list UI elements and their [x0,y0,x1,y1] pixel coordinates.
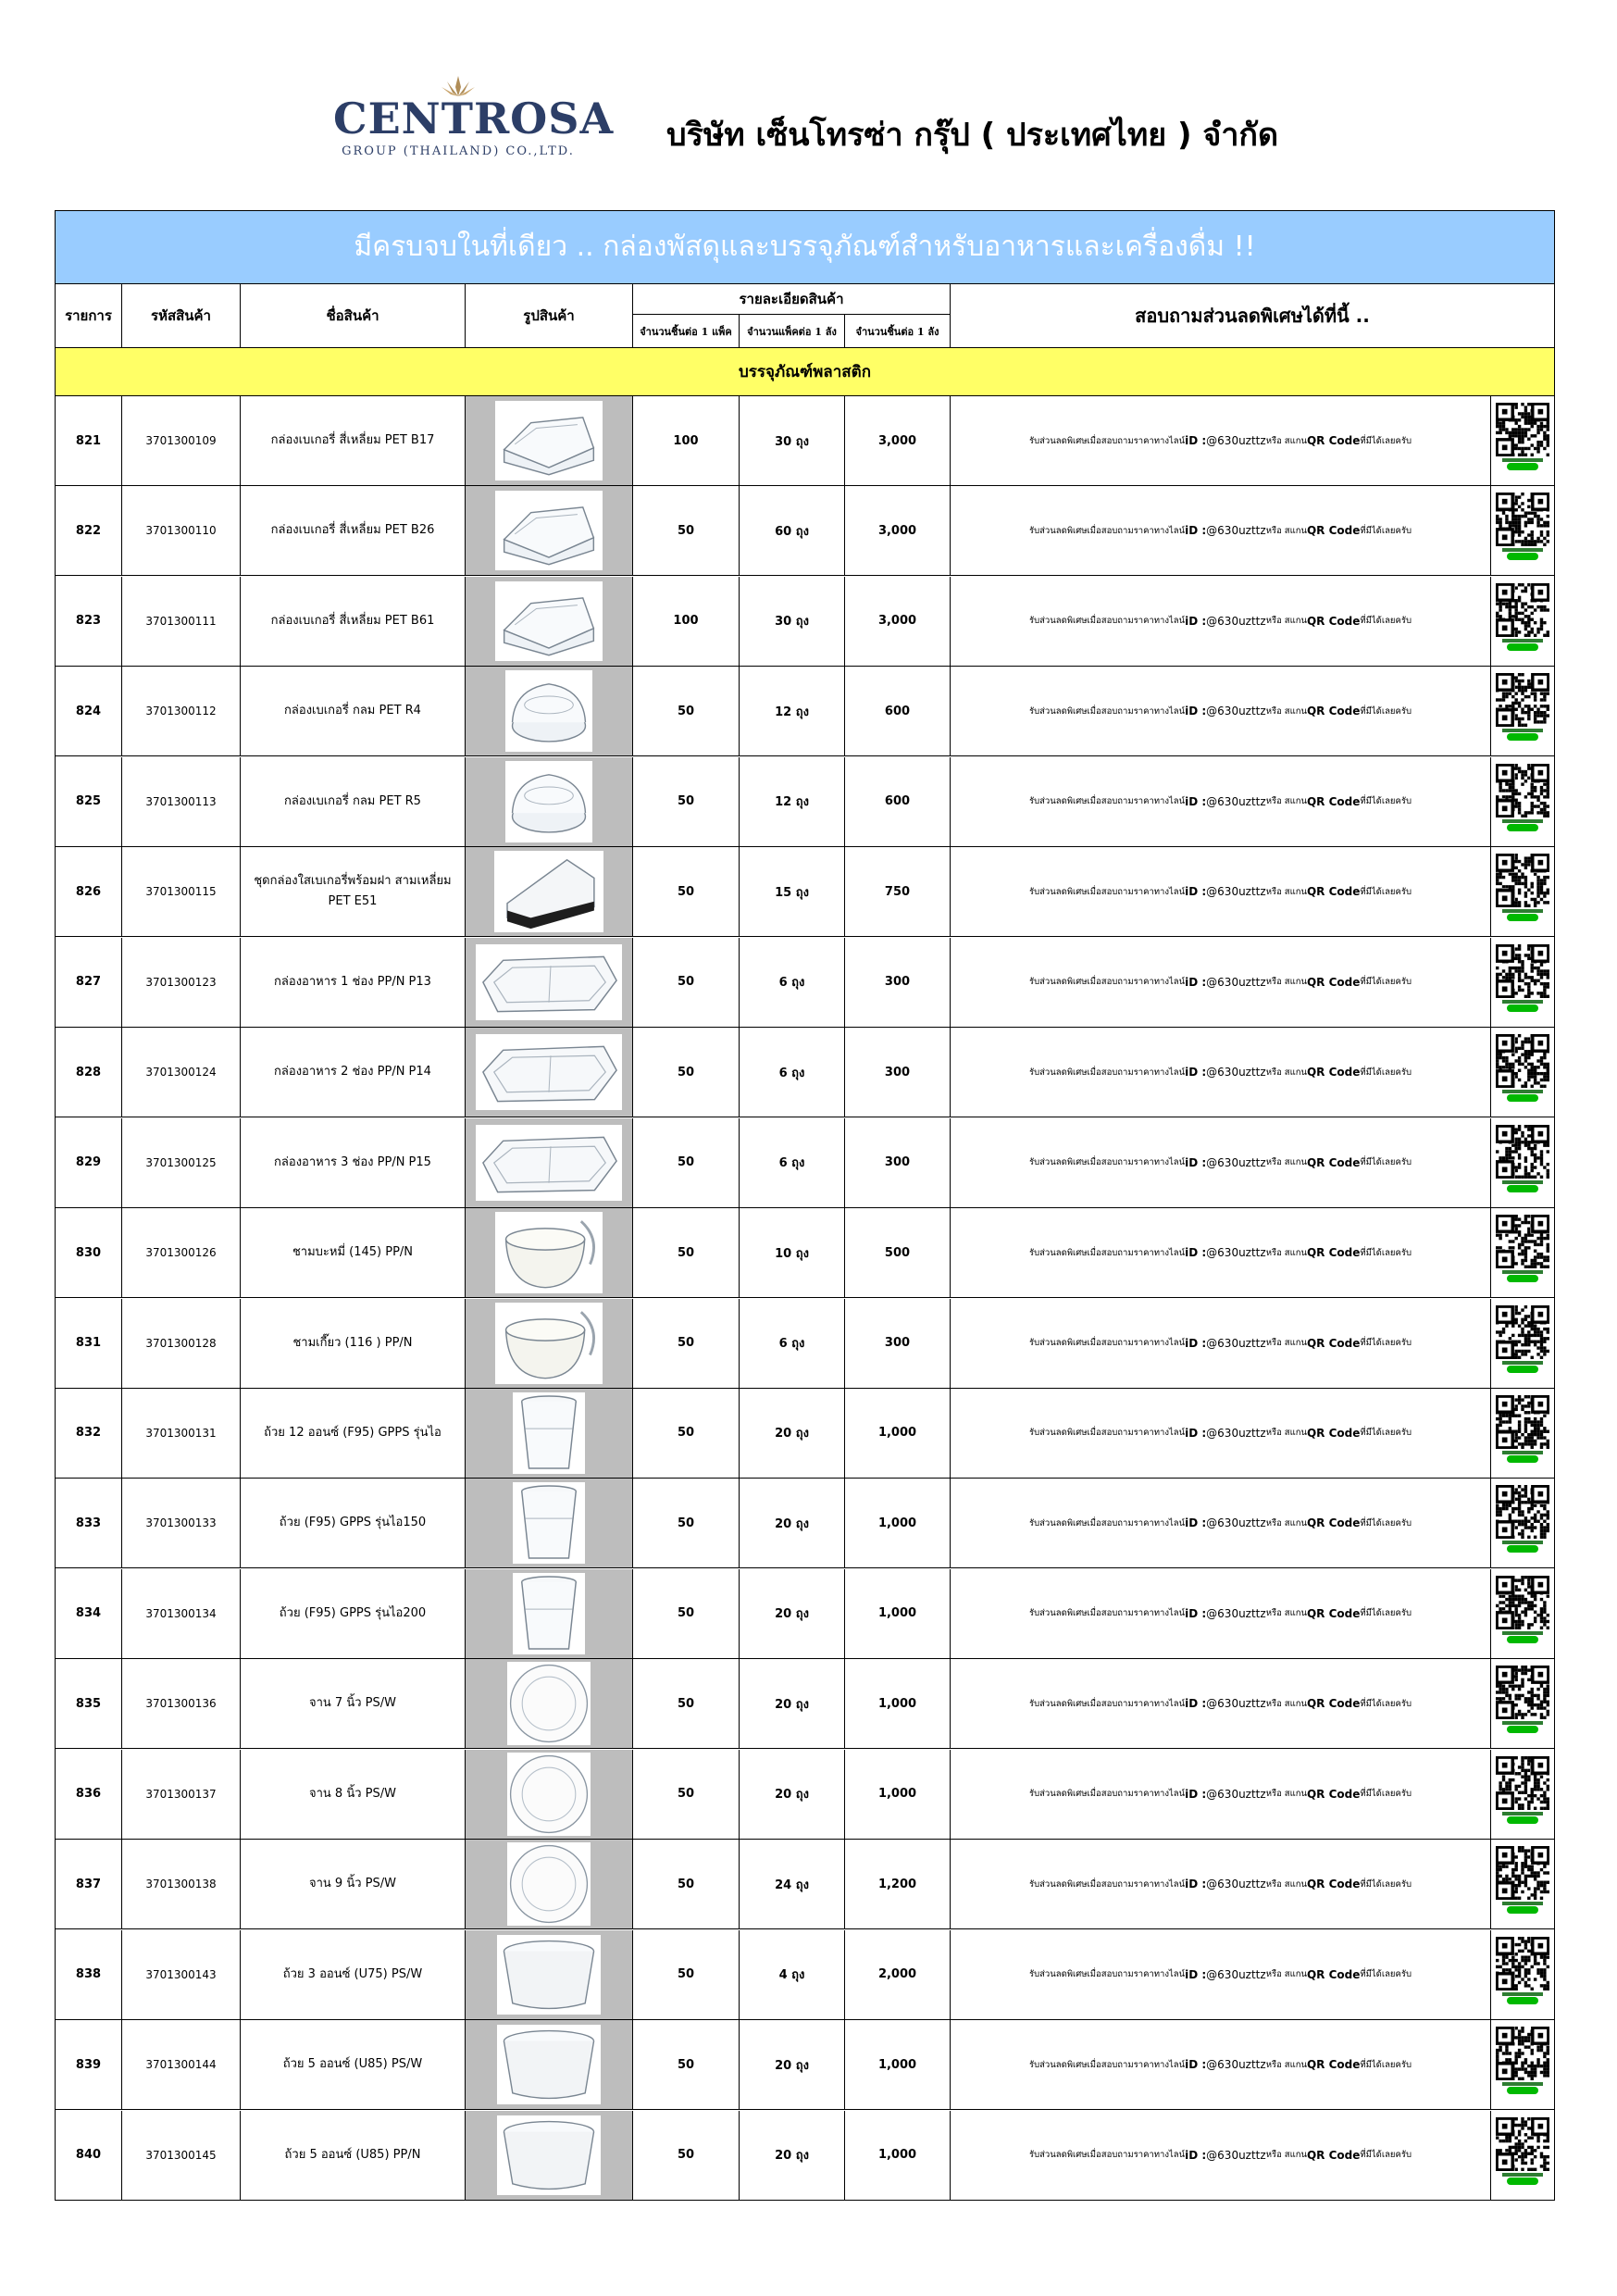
discount-note: รับส่วนลดพิเศษเมื่อสอบถามราคาทางไลน์ iD : @630uzttz หรือ สแกน QR Code ที่มีได้เลยครับ [951,1659,1491,1748]
pieces-per-carton: 750 [845,847,951,936]
pieces-per-carton: 3,000 [845,577,951,666]
product-image-cell [466,1118,633,1207]
col-header-per-carton: จำนวนชิ้นต่อ 1 ลัง [845,315,951,348]
qr-code-icon[interactable] [1496,1485,1549,1561]
col-header-packs-per-carton: จำนวนแพ็คต่อ 1 ลัง [740,315,845,348]
line-id: @630uzttz [1206,1787,1266,1801]
product-code: 3701300123 [122,938,241,1027]
product-name: ชามบะหมี่ (145) PP/N [241,1208,466,1297]
product-photo-plate [507,1753,591,1836]
product-photo-tub [497,1935,601,2015]
line-id: @630uzttz [1206,705,1266,718]
product-image-cell [466,396,633,485]
product-image-cell [466,1840,633,1928]
qr-cell [1491,1118,1554,1207]
discount-note: รับส่วนลดพิเศษเมื่อสอบถามราคาทางไลน์ iD : @630uzttz หรือ สแกน QR Code ที่มีได้เลยครับ [951,1389,1491,1478]
qr-cell [1491,1389,1554,1478]
qr-code-icon[interactable] [1496,1937,1549,2013]
product-name: ถ้วย (F95) GPPS รุ่นไอ200 [241,1569,466,1658]
logo-subtitle: GROUP (THAILAND) CO.,LTD. [342,144,575,158]
pieces-per-pack: 50 [633,1389,740,1478]
line-id: @630uzttz [1206,1426,1266,1440]
line-id: @630uzttz [1206,614,1266,628]
line-id: @630uzttz [1206,1066,1266,1079]
table-row [56,1930,1554,2020]
pieces-per-carton: 500 [845,1208,951,1297]
product-photo-plate [507,1842,591,1926]
qr-cell [1491,1930,1554,2019]
packs-per-carton: 6 ถุง [740,1299,845,1388]
table-row [56,1659,1554,1749]
qr-cell [1491,396,1554,485]
discount-note: รับส่วนลดพิเศษเมื่อสอบถามราคาทางไลน์ iD : @630uzttz หรือ สแกน QR Code ที่มีได้เลยครับ [951,1479,1491,1567]
qr-cell [1491,1750,1554,1839]
product-name: กล่องเบเกอรี่ สี่เหลี่ยม PET B17 [241,396,466,485]
product-code: 3701300115 [122,847,241,936]
product-code: 3701300137 [122,1750,241,1839]
product-code: 3701300145 [122,2111,241,2200]
pieces-per-carton: 2,000 [845,1930,951,2019]
discount-note: รับส่วนลดพิเศษเมื่อสอบถามราคาทางไลน์ iD : @630uzttz หรือ สแกน QR Code ที่มีได้เลยครับ [951,577,1491,666]
pieces-per-pack: 50 [633,1930,740,2019]
discount-note: รับส่วนลดพิเศษเมื่อสอบถามราคาทางไลน์ iD : @630uzttz หรือ สแกน QR Code ที่มีได้เลยครับ [951,2111,1491,2200]
col-header-no: รายการ [56,283,122,348]
line-id: @630uzttz [1206,1516,1266,1530]
product-name: กล่องอาหาร 2 ช่อง PP/N P14 [241,1028,466,1117]
company-logo [333,74,615,159]
product-photo-cup [513,1482,585,1564]
qr-cell [1491,2020,1554,2109]
item-number: 831 [56,1299,122,1388]
product-image-cell [466,2020,633,2109]
product-image-cell [466,757,633,846]
pieces-per-carton: 600 [845,667,951,755]
qr-cell [1491,1569,1554,1658]
pieces-per-pack: 50 [633,847,740,936]
qr-cell [1491,1840,1554,1928]
qr-code-icon[interactable] [1496,1125,1549,1201]
qr-code-icon[interactable] [1496,493,1549,568]
product-name: จาน 9 นิ้ว PS/W [241,1840,466,1928]
product-name: จาน 7 นิ้ว PS/W [241,1659,466,1748]
product-code: 3701300133 [122,1479,241,1567]
packs-per-carton: 20 ถุง [740,1659,845,1748]
line-id: @630uzttz [1206,1606,1266,1620]
pieces-per-pack: 50 [633,1659,740,1748]
product-name: ชามเกี๊ยว (116 ) PP/N [241,1299,466,1388]
product-image-cell [466,1028,633,1117]
product-image-cell [466,2111,633,2200]
discount-note: รับส่วนลดพิเศษเมื่อสอบถามราคาทางไลน์ iD : @630uzttz หรือ สแกน QR Code ที่มีได้เลยครับ [951,2020,1491,2109]
item-number: 838 [56,1930,122,2019]
table-row [56,667,1554,756]
packs-per-carton: 24 ถุง [740,1840,845,1928]
item-number: 830 [56,1208,122,1297]
item-number: 823 [56,577,122,666]
pieces-per-carton: 300 [845,938,951,1027]
pieces-per-pack: 100 [633,396,740,485]
qr-code-icon[interactable] [1496,2027,1549,2103]
packs-per-carton: 20 ถุง [740,1750,845,1839]
line-id: @630uzttz [1206,885,1266,899]
product-name: กล่องเบเกอรี่ กลม PET R5 [241,757,466,846]
item-number: 835 [56,1659,122,1748]
product-code: 3701300128 [122,1299,241,1388]
packs-per-carton: 20 ถุง [740,1389,845,1478]
product-image-cell [466,1569,633,1658]
discount-note: รับส่วนลดพิเศษเมื่อสอบถามราคาทางไลน์ iD : @630uzttz หรือ สแกน QR Code ที่มีได้เลยครับ [951,1840,1491,1928]
qr-cell [1491,2111,1554,2200]
product-code: 3701300136 [122,1659,241,1748]
pieces-per-carton: 1,000 [845,1479,951,1567]
pieces-per-pack: 50 [633,1840,740,1928]
pieces-per-pack: 50 [633,1750,740,1839]
pieces-per-pack: 50 [633,486,740,575]
line-id: @630uzttz [1206,1246,1266,1260]
line-id: @630uzttz [1206,1155,1266,1169]
table-row [56,486,1554,576]
pieces-per-carton: 1,000 [845,1389,951,1478]
product-photo-bowl [495,1212,603,1293]
qr-cell [1491,938,1554,1027]
qr-code-icon[interactable] [1496,1846,1549,1922]
product-code: 3701300124 [122,1028,241,1117]
pieces-per-pack: 50 [633,667,740,755]
category-row: บรรจุภัณฑ์พลาสติก [56,348,1554,396]
product-image-cell [466,1299,633,1388]
product-code: 3701300143 [122,1930,241,2019]
line-id: @630uzttz [1206,1336,1266,1350]
item-number: 828 [56,1028,122,1117]
pieces-per-carton: 1,000 [845,1659,951,1748]
product-photo-tub [497,2025,601,2104]
pieces-per-pack: 50 [633,1569,740,1658]
product-photo-hinged-box [495,581,603,661]
col-header-detail: รายละเอียดสินค้า [633,283,951,315]
qr-code-icon[interactable] [1496,764,1549,840]
qr-code-icon[interactable] [1496,2117,1549,2193]
discount-note: รับส่วนลดพิเศษเมื่อสอบถามราคาทางไลน์ iD : @630uzttz หรือ สแกน QR Code ที่มีได้เลยครับ [951,938,1491,1027]
pieces-per-pack: 50 [633,2111,740,2200]
packs-per-carton: 20 ถุง [740,2111,845,2200]
item-number: 826 [56,847,122,936]
item-number: 821 [56,396,122,485]
discount-note: รับส่วนลดพิเศษเมื่อสอบถามราคาทางไลน์ iD : @630uzttz หรือ สแกน QR Code ที่มีได้เลยครับ [951,757,1491,846]
qr-cell [1491,757,1554,846]
discount-note: รับส่วนลดพิเศษเมื่อสอบถามราคาทางไลน์ iD : @630uzttz หรือ สแกน QR Code ที่มีได้เลยครับ [951,1750,1491,1839]
table-banner: มีครบจบในที่เดียว .. กล่องพัสดุและบรรจุภัณฑ์สำหรับอาหารและเครื่องดื่ม !! [56,211,1554,284]
table-row [56,1569,1554,1659]
product-image-cell [466,1208,633,1297]
product-name: ถ้วย 12 ออนซ์ (F95) GPPS รุ่นไอ [241,1389,466,1478]
product-photo-hinged-box [495,401,603,480]
pieces-per-pack: 50 [633,938,740,1027]
product-name: ถ้วย (F95) GPPS รุ่นไอ150 [241,1479,466,1567]
col-header-code: รหัสสินค้า [122,283,241,348]
col-header-image: รูปสินค้า [466,283,633,348]
line-id: @630uzttz [1206,1878,1266,1891]
product-image-cell [466,486,633,575]
table-row [56,1840,1554,1929]
pieces-per-carton: 300 [845,1299,951,1388]
product-photo-cup [513,1392,585,1474]
discount-note: รับส่วนลดพิเศษเมื่อสอบถามราคาทางไลน์ iD : @630uzttz หรือ สแกน QR Code ที่มีได้เลยครับ [951,1118,1491,1207]
product-code: 3701300131 [122,1389,241,1478]
table-row [56,396,1554,486]
discount-note: รับส่วนลดพิเศษเมื่อสอบถามราคาทางไลน์ iD : @630uzttz หรือ สแกน QR Code ที่มีได้เลยครับ [951,1299,1491,1388]
table-row [56,757,1554,847]
discount-note: รับส่วนลดพิเศษเมื่อสอบถามราคาทางไลน์ iD : @630uzttz หรือ สแกน QR Code ที่มีได้เลยครับ [951,486,1491,575]
product-name: ถ้วย 5 ออนซ์ (U85) PP/N [241,2111,466,2200]
table-row [56,1118,1554,1208]
product-image-cell [466,577,633,666]
pieces-per-pack: 50 [633,1118,740,1207]
pieces-per-carton: 1,000 [845,2020,951,2109]
packs-per-carton: 10 ถุง [740,1208,845,1297]
qr-code-icon[interactable] [1496,673,1549,749]
qr-code-icon[interactable] [1496,403,1549,479]
logo-wordmark: CENTROSA [333,94,615,144]
discount-note: รับส่วนลดพิเศษเมื่อสอบถามราคาทางไลน์ iD : @630uzttz หรือ สแกน QR Code ที่มีได้เลยครับ [951,396,1491,485]
table-row [56,2111,1554,2201]
product-name: กล่องอาหาร 3 ช่อง PP/N P15 [241,1118,466,1207]
product-photo-triangle-box [494,851,603,932]
qr-cell [1491,1208,1554,1297]
company-title: บริษัท เซ็นโทรซ่า กรุ๊ป ( ประเทศไทย ) จำกัด [666,117,1279,154]
product-name: กล่องเบเกอรี่ สี่เหลี่ยม PET B26 [241,486,466,575]
table-row [56,577,1554,667]
pieces-per-carton: 1,000 [845,2111,951,2200]
product-photo-plate [507,1662,591,1745]
item-number: 829 [56,1118,122,1207]
table-row [56,1208,1554,1298]
product-code: 3701300112 [122,667,241,755]
packs-per-carton: 30 ถุง [740,577,845,666]
discount-note: รับส่วนลดพิเศษเมื่อสอบถามราคาทางไลน์ iD : @630uzttz หรือ สแกน QR Code ที่มีได้เลยครับ [951,1208,1491,1297]
line-id: @630uzttz [1206,2058,1266,2072]
line-id: @630uzttz [1206,2148,1266,2162]
col-header-discount: สอบถามส่วนลดพิเศษได้ที่นี้ .. [1135,305,1370,327]
item-number: 833 [56,1479,122,1567]
pieces-per-pack: 100 [633,577,740,666]
product-photo-bowl [495,1303,603,1384]
table-row [56,938,1554,1028]
item-number: 822 [56,486,122,575]
item-number: 839 [56,2020,122,2109]
product-name: กล่องอาหาร 1 ช่อง PP/N P13 [241,938,466,1027]
product-name: ถ้วย 5 ออนซ์ (U85) PS/W [241,2020,466,2109]
line-id: @630uzttz [1206,975,1266,989]
packs-per-carton: 20 ถุง [740,1479,845,1567]
table-row [56,2020,1554,2110]
product-name: ชุดกล่องใสเบเกอรี่พร้อมฝา สามเหลี่ยม PET E51 [241,847,466,936]
discount-note: รับส่วนลดพิเศษเมื่อสอบถามราคาทางไลน์ iD : @630uzttz หรือ สแกน QR Code ที่มีได้เลยครับ [951,1930,1491,2019]
packs-per-carton: 6 ถุง [740,938,845,1027]
product-image-cell [466,1479,633,1567]
qr-code-icon[interactable] [1496,1395,1549,1471]
line-id: @630uzttz [1206,434,1266,447]
packs-per-carton: 6 ถุง [740,1118,845,1207]
item-number: 832 [56,1389,122,1478]
pieces-per-pack: 50 [633,757,740,846]
qr-cell [1491,847,1554,936]
line-id: @630uzttz [1206,1967,1266,1981]
qr-cell [1491,1299,1554,1388]
product-code: 3701300125 [122,1118,241,1207]
product-code: 3701300134 [122,1569,241,1658]
product-code: 3701300111 [122,577,241,666]
product-photo-cup [513,1573,585,1654]
item-number: 825 [56,757,122,846]
table-row [56,847,1554,937]
pieces-per-pack: 50 [633,1479,740,1567]
qr-code-icon[interactable] [1496,1034,1549,1110]
pieces-per-carton: 3,000 [845,486,951,575]
pieces-per-pack: 50 [633,2020,740,2109]
qr-code-icon[interactable] [1496,944,1549,1020]
product-image-cell [466,1659,633,1748]
pieces-per-carton: 600 [845,757,951,846]
product-photo-food-box [476,1034,622,1110]
table-row [56,1479,1554,1568]
packs-per-carton: 30 ถุง [740,396,845,485]
qr-cell [1491,486,1554,575]
table-row [56,1028,1554,1117]
product-image-cell [466,847,633,936]
col-header-name: ชื่อสินค้า [241,283,466,348]
pieces-per-carton: 1,000 [845,1750,951,1839]
item-number: 834 [56,1569,122,1658]
product-image-cell [466,1389,633,1478]
item-number: 824 [56,667,122,755]
qr-cell [1491,1028,1554,1117]
qr-code-icon[interactable] [1496,1666,1549,1741]
pieces-per-carton: 3,000 [845,396,951,485]
line-id: @630uzttz [1206,1697,1266,1711]
discount-note: รับส่วนลดพิเศษเมื่อสอบถามราคาทางไลน์ iD : @630uzttz หรือ สแกน QR Code ที่มีได้เลยครับ [951,1028,1491,1117]
product-image-cell [466,1750,633,1839]
product-code: 3701300109 [122,396,241,485]
product-photo-hinged-box [495,491,603,570]
product-photo-food-box [476,1125,622,1201]
packs-per-carton: 6 ถุง [740,1028,845,1117]
table-row [56,1299,1554,1389]
pieces-per-pack: 50 [633,1299,740,1388]
qr-cell [1491,667,1554,755]
item-number: 827 [56,938,122,1027]
product-code: 3701300144 [122,2020,241,2109]
product-photo-round-box [505,761,592,842]
line-id: @630uzttz [1206,794,1266,808]
product-photo-round-box [505,670,592,752]
product-name: กล่องเบเกอรี่ สี่เหลี่ยม PET B61 [241,577,466,666]
qr-cell [1491,577,1554,666]
qr-cell [1491,1659,1554,1748]
qr-code-icon[interactable] [1496,1756,1549,1832]
item-number: 836 [56,1750,122,1839]
product-name: จาน 8 นิ้ว PS/W [241,1750,466,1839]
product-code: 3701300110 [122,486,241,575]
discount-note: รับส่วนลดพิเศษเมื่อสอบถามราคาทางไลน์ iD : @630uzttz หรือ สแกน QR Code ที่มีได้เลยครับ [951,667,1491,755]
qr-cell [1491,1479,1554,1567]
pieces-per-pack: 50 [633,1028,740,1117]
discount-note: รับส่วนลดพิเศษเมื่อสอบถามราคาทางไลน์ iD : @630uzttz หรือ สแกน QR Code ที่มีได้เลยครับ [951,1569,1491,1658]
packs-per-carton: 12 ถุง [740,757,845,846]
product-name: กล่องเบเกอรี่ กลม PET R4 [241,667,466,755]
product-photo-tub [497,2115,601,2195]
qr-code-icon[interactable] [1496,583,1549,659]
table-row [56,1389,1554,1479]
packs-per-carton: 4 ถุง [740,1930,845,2019]
qr-code-icon[interactable] [1496,1215,1549,1291]
product-code: 3701300138 [122,1840,241,1928]
line-id: @630uzttz [1206,524,1266,538]
item-number: 837 [56,1840,122,1928]
pieces-per-carton: 1,200 [845,1840,951,1928]
item-number: 840 [56,2111,122,2200]
product-photo-food-box [476,944,622,1020]
pieces-per-pack: 50 [633,1208,740,1297]
packs-per-carton: 20 ถุง [740,1569,845,1658]
pieces-per-carton: 1,000 [845,1569,951,1658]
qr-code-icon[interactable] [1496,1305,1549,1381]
col-header-per-pack: จำนวนชิ้นต่อ 1 แพ็ค [633,315,740,348]
product-code: 3701300126 [122,1208,241,1297]
pieces-per-carton: 300 [845,1028,951,1117]
packs-per-carton: 12 ถุง [740,667,845,755]
packs-per-carton: 15 ถุง [740,847,845,936]
product-image-cell [466,938,633,1027]
product-code: 3701300113 [122,757,241,846]
pieces-per-carton: 300 [845,1118,951,1207]
table-row [56,1750,1554,1840]
qr-code-icon[interactable] [1496,1576,1549,1652]
packs-per-carton: 20 ถุง [740,2020,845,2109]
discount-note: รับส่วนลดพิเศษเมื่อสอบถามราคาทางไลน์ iD : @630uzttz หรือ สแกน QR Code ที่มีได้เลยครับ [951,847,1491,936]
product-name: ถ้วย 3 ออนซ์ (U75) PS/W [241,1930,466,2019]
product-image-cell [466,1930,633,2019]
qr-code-icon[interactable] [1496,854,1549,930]
product-image-cell [466,667,633,755]
packs-per-carton: 60 ถุง [740,486,845,575]
